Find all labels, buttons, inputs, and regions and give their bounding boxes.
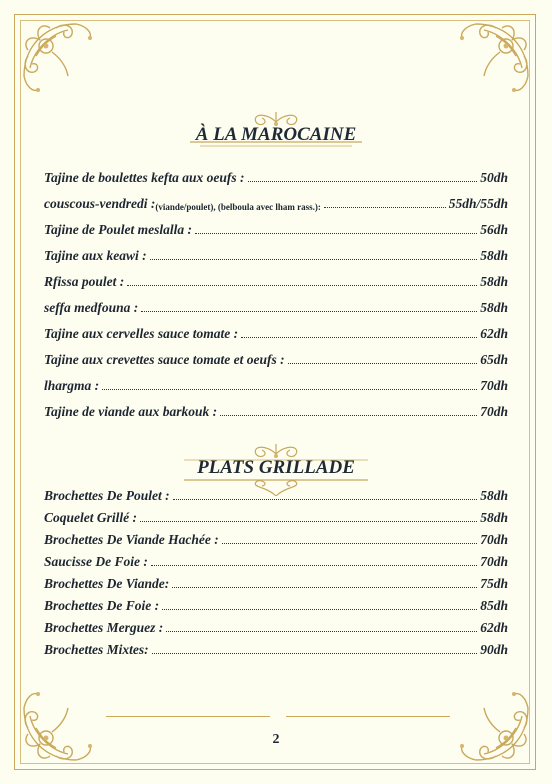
item-price: 70dh	[480, 554, 508, 569]
item-detail: (viande/poulet), (belboula avec lham rass.):	[155, 202, 321, 212]
item-price: 70dh	[480, 404, 508, 419]
item-name: Brochettes De Viande:	[44, 576, 170, 591]
list-item	[44, 352, 508, 368]
item-price: 56dh	[480, 222, 508, 237]
item-name: lhargma :	[44, 378, 100, 393]
item-name: Coquelet Grillé :	[44, 510, 137, 525]
leader-dots	[172, 587, 477, 588]
item-price: 65dh	[480, 352, 508, 367]
item-price: 62dh	[480, 326, 508, 341]
list-item	[44, 170, 508, 186]
item-price: 50dh	[480, 170, 508, 185]
item-name: Saucisse De Foie :	[44, 554, 148, 569]
list-item	[44, 576, 508, 592]
list-item	[44, 326, 508, 342]
item-price: 55dh/55dh	[448, 196, 508, 211]
leader-dots	[173, 499, 478, 500]
section-title: PLATS GRILLADE	[197, 457, 355, 478]
leader-dots	[162, 609, 477, 610]
list-item	[44, 620, 508, 636]
leader-dots	[166, 631, 477, 632]
item-name: Tajine aux cervelles sauce tomate :	[44, 326, 239, 341]
item-name: Brochettes Merguez :	[44, 620, 164, 635]
item-name: Tajine de boulettes kefta aux oeufs :	[44, 170, 245, 185]
item-name: Tajine de Poulet meslalla :	[44, 222, 192, 237]
list-item	[44, 532, 508, 548]
list-item	[44, 248, 508, 264]
item-price: 85dh	[480, 598, 508, 613]
list-item	[44, 274, 508, 290]
item-name: Brochettes De Poulet :	[44, 488, 170, 503]
item-name: Tajine aux crevettes sauce tomate et oeufs :	[44, 352, 285, 367]
ornament-corner-icon	[440, 672, 536, 768]
leader-dots	[288, 363, 478, 364]
list-item	[44, 488, 508, 504]
leader-dots	[141, 311, 477, 312]
leader-dots	[222, 543, 478, 544]
item-price: 58dh	[480, 510, 508, 525]
leader-dots	[241, 337, 477, 338]
list-item	[44, 378, 508, 394]
item-price: 58dh	[480, 300, 508, 315]
list-item	[44, 196, 508, 212]
ornament-corner-icon	[440, 16, 536, 112]
footer-divider	[286, 716, 450, 717]
item-price: 75dh	[480, 576, 508, 591]
leader-dots	[220, 415, 477, 416]
item-name: Tajine de viande aux barkouk :	[44, 404, 218, 419]
leader-dots	[195, 233, 477, 234]
leader-dots	[127, 285, 477, 286]
section-title: À LA MAROCAINE	[195, 124, 357, 145]
page-number: 2	[272, 732, 280, 747]
leader-dots	[150, 259, 478, 260]
leader-dots	[324, 207, 446, 208]
leader-dots	[248, 181, 478, 182]
list-item	[44, 300, 508, 316]
leader-dots	[152, 653, 478, 654]
ornament-corner-icon	[16, 16, 112, 112]
ornament-corner-icon	[16, 672, 112, 768]
item-name: couscous-vendredi :	[44, 196, 156, 211]
item-name: Rfissa poulet :	[44, 274, 125, 289]
list-item	[44, 554, 508, 570]
footer-divider	[106, 716, 270, 717]
item-price: 58dh	[480, 274, 508, 289]
item-price: 58dh	[480, 488, 508, 503]
leader-dots	[151, 565, 477, 566]
item-price: 62dh	[480, 620, 508, 635]
item-price: 70dh	[480, 378, 508, 393]
item-price: 58dh	[480, 248, 508, 263]
leader-dots	[102, 389, 477, 390]
item-name: Brochettes Mixtes:	[44, 642, 149, 657]
leader-dots	[140, 521, 477, 522]
list-item	[44, 404, 508, 420]
list-item	[44, 598, 508, 614]
list-item	[44, 642, 508, 658]
item-price: 90dh	[480, 642, 508, 657]
item-name: Brochettes De Viande Hachée :	[44, 532, 219, 547]
item-name: Brochettes De Foie :	[44, 598, 160, 613]
item-price: 70dh	[480, 532, 508, 547]
list-item	[44, 510, 508, 526]
item-name: seffa medfouna :	[44, 300, 139, 315]
item-name: Tajine aux keawi :	[44, 248, 147, 263]
list-item	[44, 222, 508, 238]
